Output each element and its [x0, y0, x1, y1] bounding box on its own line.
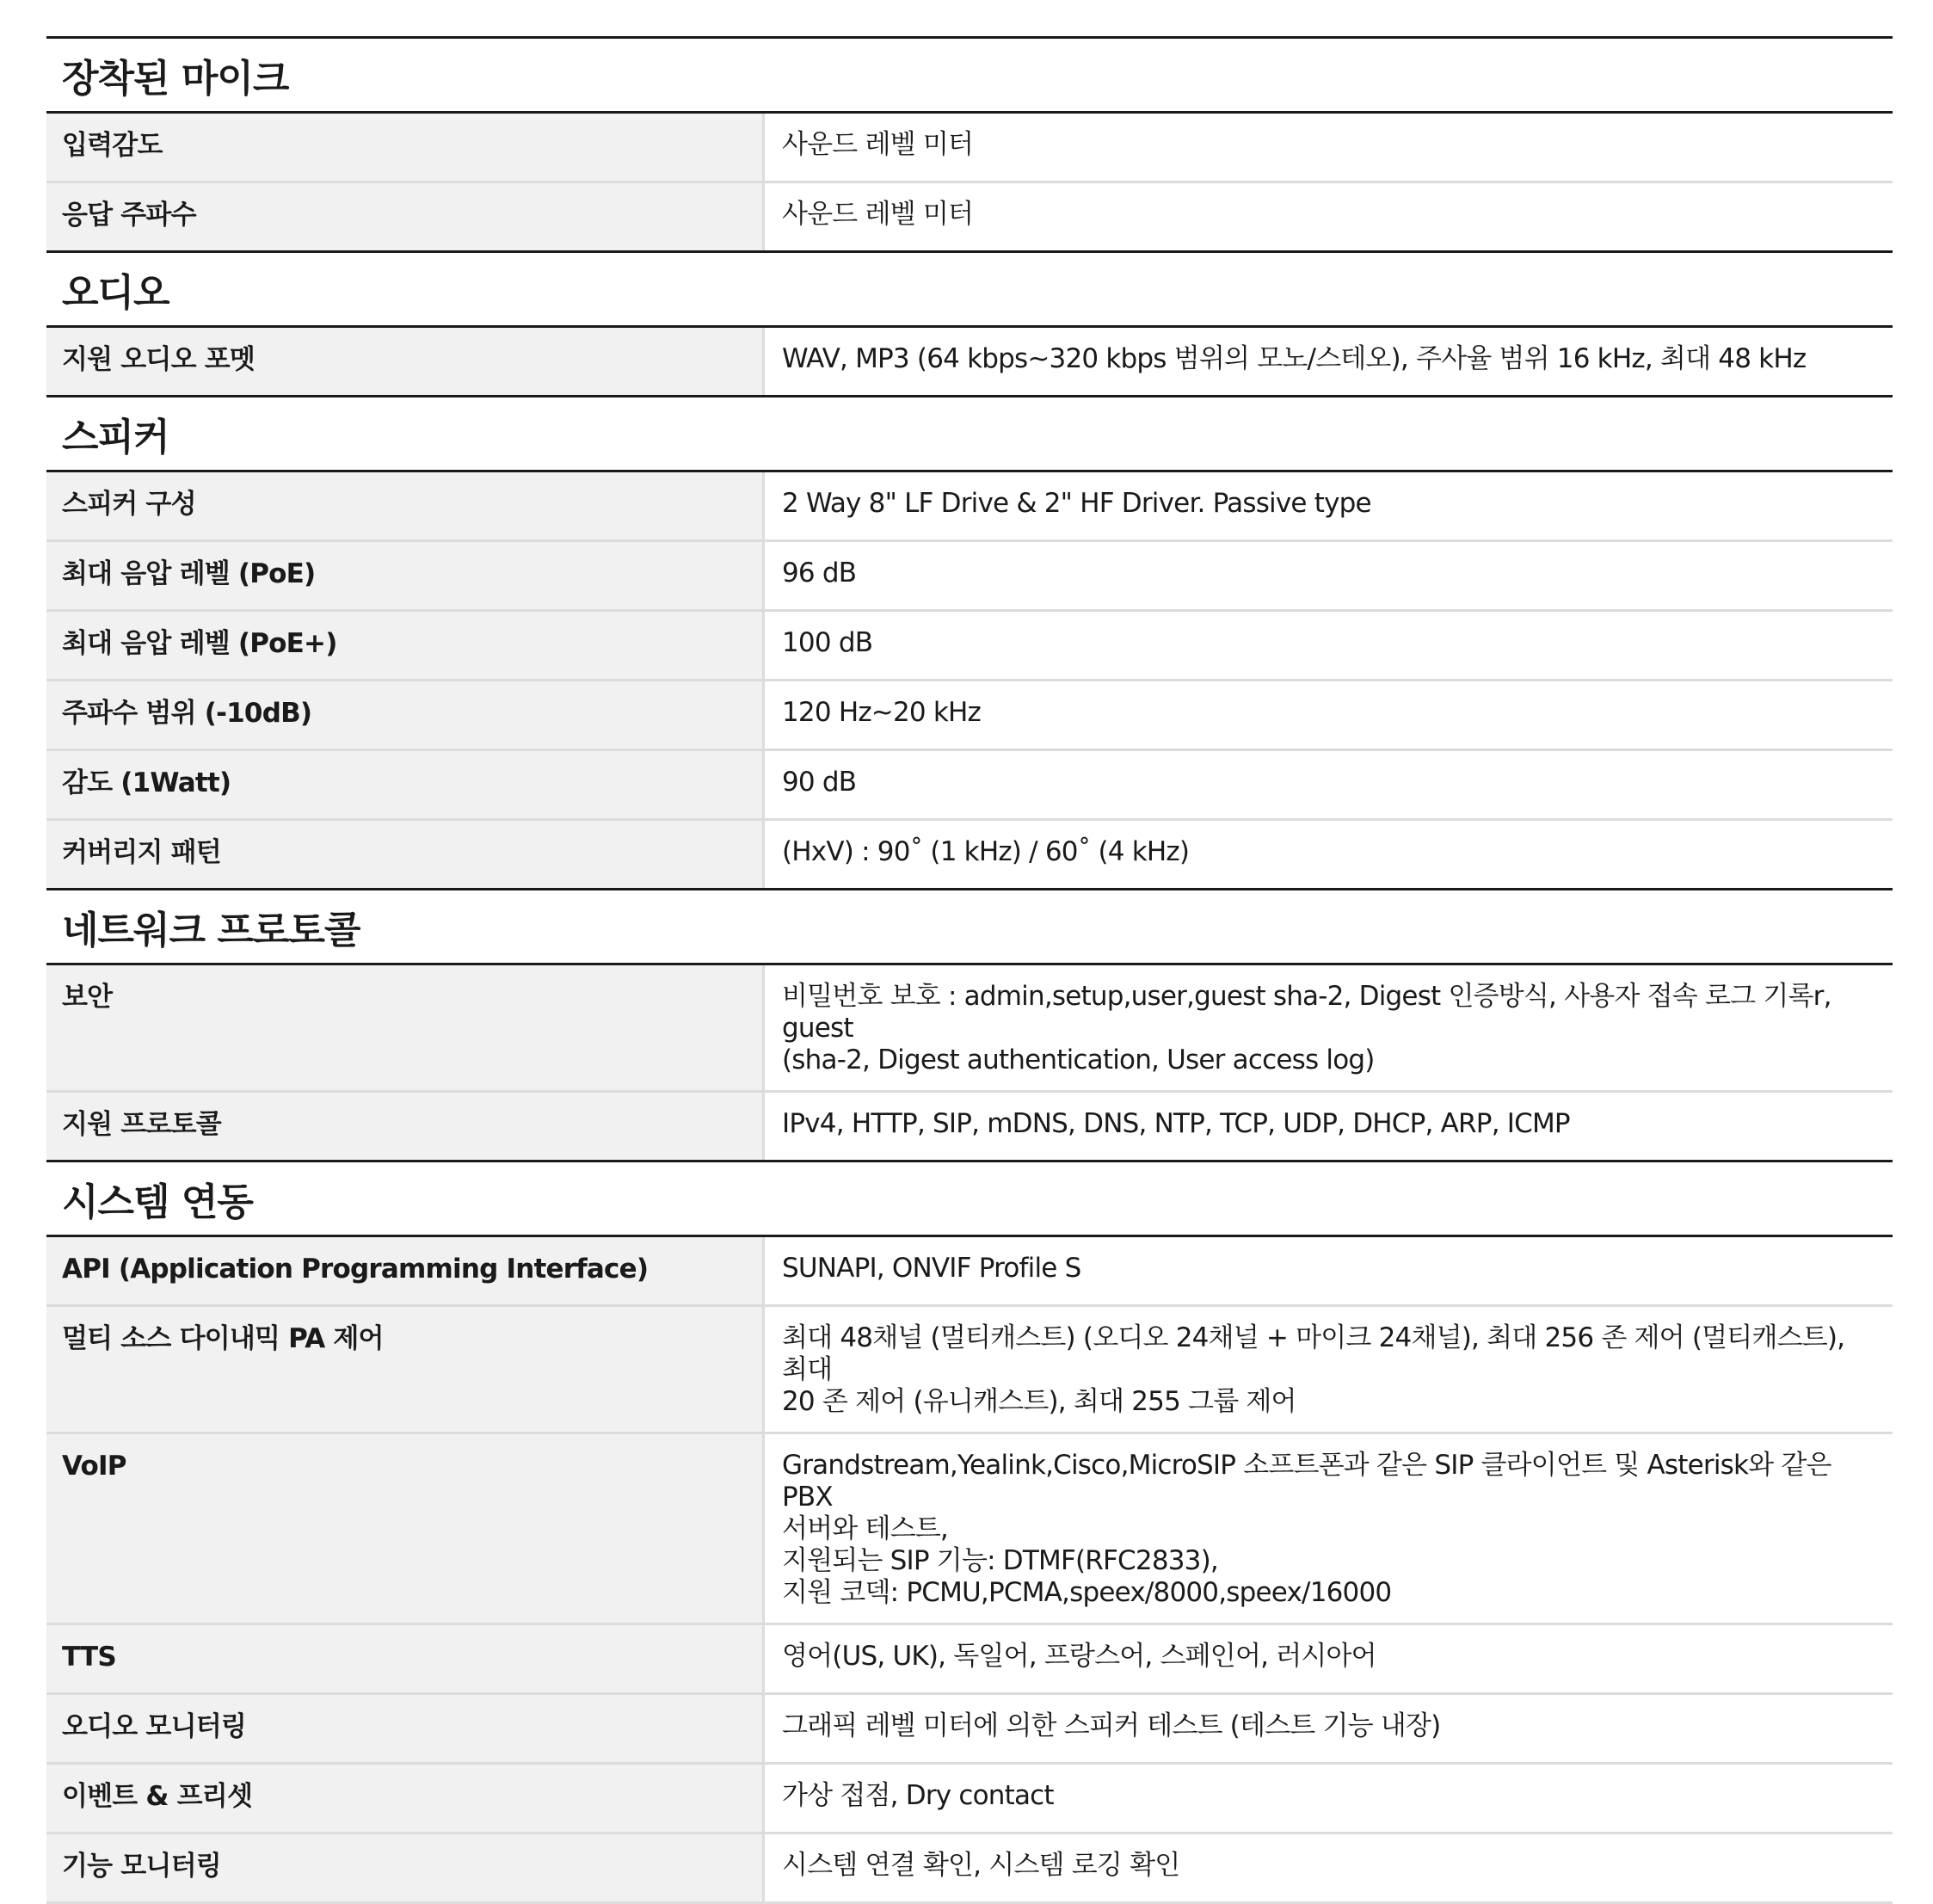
row-value: Grandstream,Yealink,Cisco,MicroSIP 소프트폰과 같은 SIP 클라이언트 및 Asterisk와 같은 PBX 서버와 테스트, 지원되는 SIP 기능: DTMF(RFC2833), 지원 코덱: PCMU,PCMA,speex/8000,speex/16000	[782, 1450, 1831, 1608]
row-value: 영어(US, UK), 독일어, 프랑스어, 스페인어, 러시아어	[782, 1641, 1376, 1672]
row-label: 스피커 구성	[46, 472, 765, 539]
section-title: 오디오	[46, 253, 1893, 328]
row-value: 2 Way 8" LF Drive & 2" HF Driver. Passive type	[782, 488, 1371, 519]
table-row	[46, 114, 1893, 183]
section-title: 장착된 마이크	[46, 39, 1893, 114]
row-label: TTS	[46, 1625, 765, 1692]
row-value: SUNAPI, ONVIF Profile S	[782, 1253, 1081, 1284]
row-value: 사운드 레벨 미터	[782, 129, 974, 160]
spec-sheet	[46, 36, 1893, 1904]
row-label: 보안	[46, 965, 765, 1090]
section-network	[46, 888, 1893, 1160]
table-row	[46, 1434, 1893, 1625]
table-row	[46, 751, 1893, 821]
table-row	[46, 183, 1893, 250]
table-row	[46, 1625, 1893, 1695]
row-label: 지원 프로토콜	[46, 1093, 765, 1160]
table-row	[46, 1093, 1893, 1160]
table-row	[46, 1237, 1893, 1307]
table-row	[46, 472, 1893, 542]
row-label: 지원 오디오 포멧	[46, 328, 765, 395]
row-value: 최대 48채널 (멀티캐스트) (오디오 24채널 + 마이크 24채널), 최대 256 존 제어 (멀티캐스트), 최대 20 존 제어 (유니캐스트), 최대 255 그룹 제어	[782, 1322, 1845, 1417]
row-value: 시스템 연결 확인, 시스템 로깅 확인	[782, 1850, 1180, 1881]
table-row	[46, 965, 1893, 1093]
table-row	[46, 542, 1893, 612]
table-row	[46, 821, 1893, 888]
row-value: 비밀번호 보호 : admin,setup,user,guest sha-2, Digest 인증방식, 사용자 접속 로그 기록r, guest (sha-2, Digest authentication, User access log)	[782, 981, 1831, 1075]
row-label: 커버리지 패턴	[46, 821, 765, 888]
row-value: 100 dB	[782, 627, 873, 658]
table-row	[46, 681, 1893, 751]
section-mic	[46, 36, 1893, 250]
table-row	[46, 328, 1893, 395]
section-title: 시스템 연동	[46, 1162, 1893, 1237]
row-label: 감도 (1Watt)	[46, 751, 765, 818]
row-value: 120 Hz~20 kHz	[782, 697, 982, 728]
table-row	[46, 1834, 1893, 1901]
row-label: 이벤트 & 프리셋	[46, 1765, 765, 1832]
section-system	[46, 1160, 1893, 1901]
row-label: 최대 음압 레벨 (PoE)	[46, 542, 765, 609]
table-row	[46, 1765, 1893, 1834]
row-value: 96 dB	[782, 558, 857, 588]
table-row	[46, 612, 1893, 681]
row-value: IPv4, HTTP, SIP, mDNS, DNS, NTP, TCP, UDP, DHCP, ARP, ICMP	[782, 1108, 1570, 1139]
row-label: 응답 주파수	[46, 183, 765, 250]
row-value: 가상 접점, Dry contact	[782, 1780, 1054, 1811]
row-value: 그래픽 레벨 미터에 의한 스피커 테스트 (테스트 기능 내장)	[782, 1710, 1441, 1741]
row-value: (HxV) : 90˚ (1 kHz) / 60˚ (4 kHz)	[782, 836, 1190, 867]
row-label: 입력감도	[46, 114, 765, 181]
table-row	[46, 1307, 1893, 1434]
section-speaker	[46, 395, 1893, 888]
section-title: 스피커	[46, 397, 1893, 472]
row-label: 멀티 소스 다이내믹 PA 제어	[46, 1307, 765, 1432]
row-label: 최대 음압 레벨 (PoE+)	[46, 612, 765, 679]
row-value: 사운드 레벨 미터	[782, 199, 974, 230]
row-value: WAV, MP3 (64 kbps~320 kbps 범위의 모노/스테오), 주사율 범위 16 kHz, 최대 48 kHz	[782, 343, 1807, 374]
section-audio	[46, 250, 1893, 395]
table-row	[46, 1695, 1893, 1765]
row-label: API (Application Programming Interface)	[46, 1237, 765, 1304]
row-label: 기능 모니터링	[46, 1834, 765, 1901]
row-label: 주파수 범위 (-10dB)	[46, 681, 765, 749]
section-title: 네트워크 프로토콜	[46, 890, 1893, 965]
row-label: 오디오 모니터링	[46, 1695, 765, 1762]
row-value: 90 dB	[782, 767, 857, 798]
row-label: VoIP	[46, 1434, 765, 1623]
